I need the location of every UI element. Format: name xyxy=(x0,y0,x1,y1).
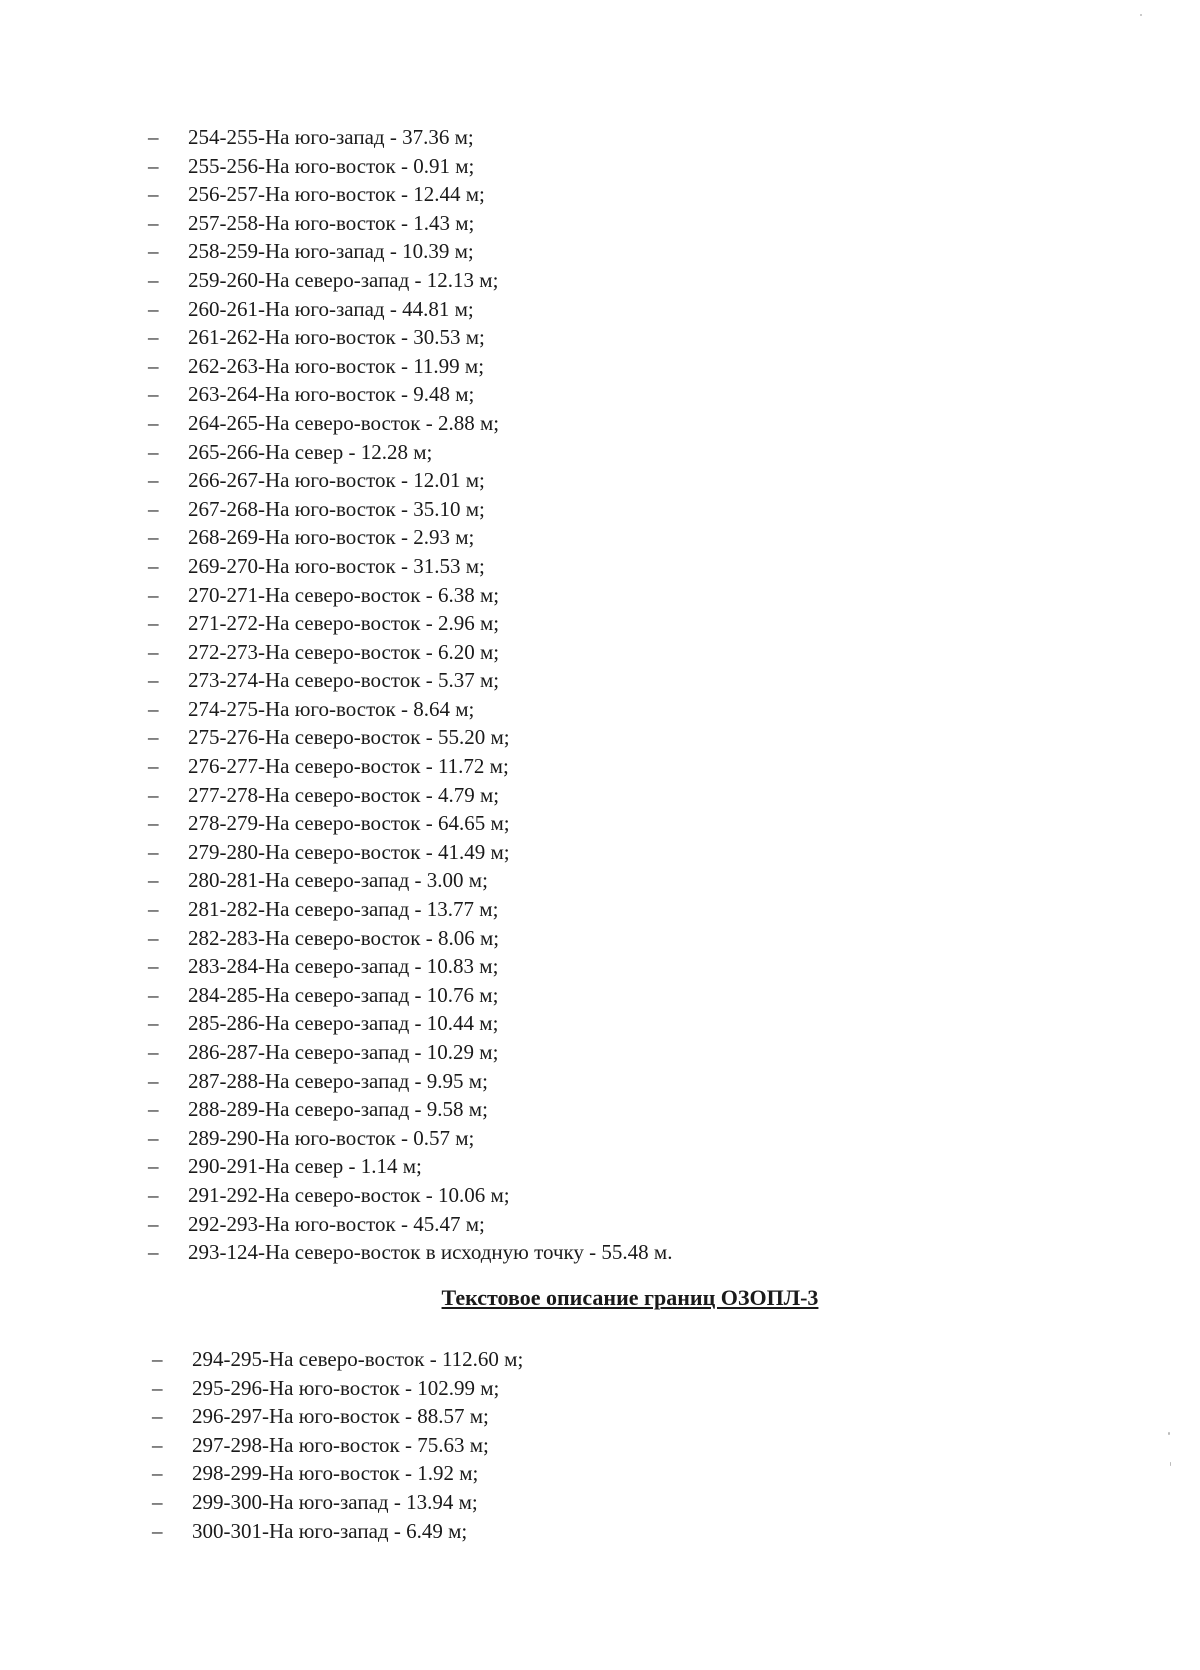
segment-text: 267-268-На юго-восток - 35.10 м; xyxy=(188,496,485,521)
bullet-dash: – xyxy=(152,1432,163,1457)
section-heading: Текстовое описание границ ОЗОПЛ-3 xyxy=(441,1285,819,1310)
bullet-dash: – xyxy=(148,839,159,864)
segment-text: 263-264-На юго-восток - 9.48 м; xyxy=(188,382,475,407)
list-item xyxy=(148,266,672,295)
segment-text: 270-271-На северо-восток - 6.38 м; xyxy=(188,582,500,607)
segment-text: 298-299-На юго-восток - 1.92 м; xyxy=(192,1461,479,1486)
bullet-dash: – xyxy=(148,239,159,264)
list-item xyxy=(148,295,672,324)
list-item xyxy=(148,638,672,667)
segment-text: 300-301-На юго-запад - 6.49 м; xyxy=(192,1518,468,1543)
list-item xyxy=(148,123,672,152)
list-item xyxy=(148,552,672,581)
list-item xyxy=(148,1238,672,1267)
list-item xyxy=(152,1345,523,1374)
boundary-list-2 xyxy=(152,1345,523,1545)
segment-text: 254-255-На юго-запад - 37.36 м; xyxy=(188,125,474,149)
bullet-dash: – xyxy=(152,1489,163,1514)
bullet-dash: – xyxy=(148,639,159,664)
list-item xyxy=(152,1431,523,1460)
segment-text: 272-273-На северо-восток - 6.20 м; xyxy=(188,639,500,664)
list-item xyxy=(148,1124,672,1153)
bullet-dash: – xyxy=(148,153,159,178)
segment-text: 279-280-На северо-восток - 41.49 м; xyxy=(188,839,510,864)
bullet-dash: – xyxy=(148,897,159,922)
segment-text: 273-274-На северо-восток - 5.37 м; xyxy=(188,668,500,693)
segment-text: 268-269-На юго-восток - 2.93 м; xyxy=(188,525,475,550)
list-item xyxy=(148,1095,672,1124)
segment-text: 256-257-На юго-восток - 12.44 м; xyxy=(188,182,485,207)
bullet-dash: – xyxy=(148,954,159,979)
bullet-dash: – xyxy=(148,696,159,721)
bullet-dash: – xyxy=(148,1211,159,1236)
list-item xyxy=(148,323,672,352)
bullet-dash: – xyxy=(148,325,159,350)
segment-text: 292-293-На юго-восток - 45.47 м; xyxy=(188,1211,485,1236)
segment-text: 293-124-На северо-восток в исходную точку - 55.48 м. xyxy=(188,1240,673,1265)
bullet-dash: – xyxy=(148,439,159,464)
bullet-dash: – xyxy=(148,182,159,207)
bullet-dash: – xyxy=(148,868,159,893)
segment-text: 260-261-На юго-запад - 44.81 м; xyxy=(188,296,474,321)
list-item xyxy=(148,180,672,209)
scan-speck xyxy=(1168,1432,1170,1435)
segment-text: 265-266-На север - 12.28 м; xyxy=(188,439,433,464)
bullet-dash: – xyxy=(148,496,159,521)
list-item xyxy=(152,1488,523,1517)
list-item xyxy=(148,1038,672,1067)
segment-text: 290-291-На север - 1.14 м; xyxy=(188,1154,422,1179)
bullet-dash: – xyxy=(152,1518,163,1543)
list-item xyxy=(148,1181,672,1210)
segment-text: 289-290-На юго-восток - 0.57 м; xyxy=(188,1125,475,1150)
segment-text: 296-297-На юго-восток - 88.57 м; xyxy=(192,1404,489,1429)
segment-text: 283-284-На северо-запад - 10.83 м; xyxy=(188,954,499,979)
segment-text: 277-278-На северо-восток - 4.79 м; xyxy=(188,782,500,807)
bullet-dash: – xyxy=(148,782,159,807)
list-item xyxy=(148,466,672,495)
segment-text: 291-292-На северо-восток - 10.06 м; xyxy=(188,1182,510,1207)
list-item xyxy=(148,409,672,438)
list-item xyxy=(148,523,672,552)
bullet-dash: – xyxy=(148,1011,159,1036)
segment-text: 262-263-На юго-восток - 11.99 м; xyxy=(188,353,485,378)
bullet-dash: – xyxy=(148,811,159,836)
list-item xyxy=(148,237,672,266)
bullet-dash: – xyxy=(148,382,159,407)
bullet-dash: – xyxy=(148,1240,159,1265)
list-item xyxy=(148,781,672,810)
bullet-dash: – xyxy=(148,1040,159,1064)
list-item xyxy=(148,752,672,781)
bullet-dash: – xyxy=(148,1182,159,1207)
scan-speck xyxy=(1170,1462,1171,1466)
bullet-dash: – xyxy=(148,982,159,1007)
segment-text: 288-289-На северо-запад - 9.58 м; xyxy=(188,1097,488,1122)
list-item xyxy=(148,1009,672,1038)
list-item xyxy=(148,723,672,752)
segment-text: 259-260-На северо-запад - 12.13 м; xyxy=(188,267,499,292)
bullet-dash: – xyxy=(148,468,159,493)
segment-text: 261-262-На юго-восток - 30.53 м; xyxy=(188,325,485,350)
segment-text: 285-286-На северо-запад - 10.44 м; xyxy=(188,1011,499,1036)
segment-text: 276-277-На северо-восток - 11.72 м; xyxy=(188,754,509,779)
bullet-dash: – xyxy=(152,1461,163,1486)
list-item xyxy=(148,952,672,981)
list-item xyxy=(148,666,672,695)
segment-text: 266-267-На юго-восток - 12.01 м; xyxy=(188,468,485,493)
bullet-dash: – xyxy=(148,267,159,292)
bullet-dash: – xyxy=(152,1404,163,1429)
boundary-list-1 xyxy=(148,123,672,1267)
segment-text: 278-279-На северо-восток - 64.65 м; xyxy=(188,811,510,836)
segment-text: 281-282-На северо-запад - 13.77 м; xyxy=(188,897,499,922)
segment-text: 271-272-На северо-восток - 2.96 м; xyxy=(188,611,500,636)
bullet-dash: – xyxy=(148,125,159,149)
segment-text: 284-285-На северо-запад - 10.76 м; xyxy=(188,982,499,1007)
segment-text: 294-295-На северо-восток - 112.60 м; xyxy=(192,1347,524,1371)
list-item xyxy=(148,1152,672,1181)
bullet-dash: – xyxy=(148,1068,159,1093)
bullet-dash: – xyxy=(148,553,159,578)
bullet-dash: – xyxy=(148,754,159,779)
bullet-dash: – xyxy=(148,525,159,550)
list-item xyxy=(148,924,672,953)
segment-text: 258-259-На юго-запад - 10.39 м; xyxy=(188,239,474,264)
list-item xyxy=(148,809,672,838)
segment-text: 287-288-На северо-запад - 9.95 м; xyxy=(188,1068,488,1093)
list-item xyxy=(148,438,672,467)
list-item xyxy=(148,609,672,638)
list-item xyxy=(148,866,672,895)
segment-text: 269-270-На юго-восток - 31.53 м; xyxy=(188,553,485,578)
list-item xyxy=(148,1067,672,1096)
bullet-dash: – xyxy=(148,1125,159,1150)
bullet-dash: – xyxy=(148,725,159,750)
segment-text: 286-287-На северо-запад - 10.29 м; xyxy=(188,1040,499,1064)
list-item xyxy=(148,838,672,867)
list-item xyxy=(148,581,672,610)
list-item xyxy=(148,981,672,1010)
list-item xyxy=(148,495,672,524)
list-item xyxy=(148,895,672,924)
bullet-dash: – xyxy=(152,1347,163,1371)
list-item xyxy=(148,352,672,381)
bullet-dash: – xyxy=(148,210,159,235)
list-item xyxy=(152,1517,523,1546)
bullet-dash: – xyxy=(152,1375,163,1400)
segment-text: 297-298-На юго-восток - 75.63 м; xyxy=(192,1432,489,1457)
bullet-dash: – xyxy=(148,353,159,378)
bullet-dash: – xyxy=(148,296,159,321)
bullet-dash: – xyxy=(148,925,159,950)
segment-text: 275-276-На северо-восток - 55.20 м; xyxy=(188,725,510,750)
list-item xyxy=(152,1459,523,1488)
segment-text: 264-265-На северо-восток - 2.88 м; xyxy=(188,410,500,435)
scan-speck xyxy=(1140,14,1142,16)
bullet-dash: – xyxy=(148,582,159,607)
list-item xyxy=(148,1210,672,1239)
list-item xyxy=(148,695,672,724)
list-item xyxy=(152,1402,523,1431)
bullet-dash: – xyxy=(148,1097,159,1122)
list-item xyxy=(152,1374,523,1403)
bullet-dash: – xyxy=(148,1154,159,1179)
bullet-dash: – xyxy=(148,410,159,435)
segment-text: 295-296-На юго-восток - 102.99 м; xyxy=(192,1375,500,1400)
segment-text: 257-258-На юго-восток - 1.43 м; xyxy=(188,210,475,235)
segment-text: 280-281-На северо-запад - 3.00 м; xyxy=(188,868,488,893)
list-item xyxy=(148,209,672,238)
segment-text: 282-283-На северо-восток - 8.06 м; xyxy=(188,925,500,950)
bullet-dash: – xyxy=(148,668,159,693)
segment-text: 299-300-На юго-запад - 13.94 м; xyxy=(192,1489,478,1514)
bullet-dash: – xyxy=(148,611,159,636)
segment-text: 274-275-На юго-восток - 8.64 м; xyxy=(188,696,475,721)
list-item xyxy=(148,380,672,409)
segment-text: 255-256-На юго-восток - 0.91 м; xyxy=(188,153,475,178)
list-item xyxy=(148,152,672,181)
